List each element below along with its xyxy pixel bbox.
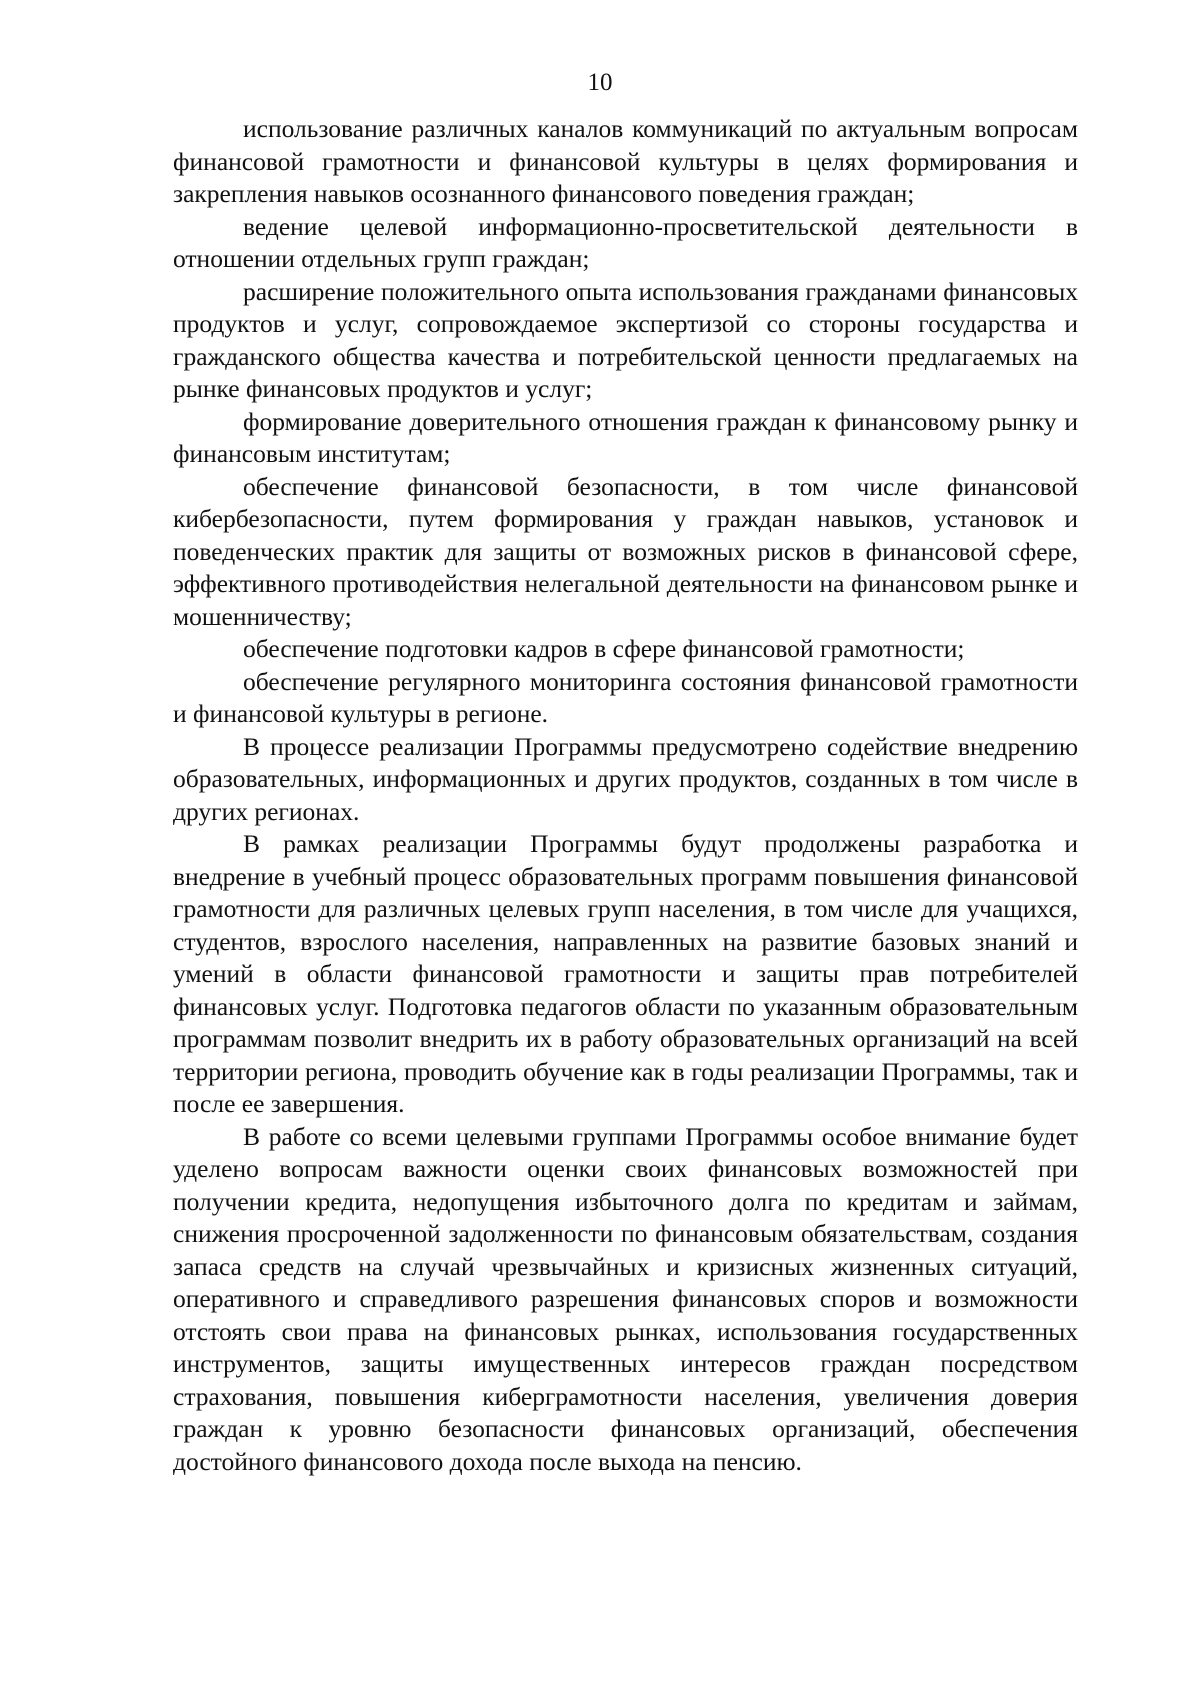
paragraph: обеспечение регулярного мониторинга состояния финансовой грамотности и финансовой культуры в регионе. (173, 666, 1078, 728)
paragraph: В процессе реализации Программы предусмотрено содействие внедрению образовательных, информационных и других продуктов, созданных в том числе в других регионах. (173, 731, 1078, 826)
page-number: 10 (587, 69, 613, 96)
paragraph: расширение положительного опыта использования гражданами финансовых продуктов и услуг, сопровождаемое экспертизой со стороны государства и гражданского общества качества и потребительской ценности предлагаемых на рынке финансовых продуктов и услуг; (173, 276, 1078, 403)
paragraph: обеспечение подготовки кадров в сфере финансовой грамотности; (243, 634, 965, 663)
paragraph: использование различных каналов коммуникаций по актуальным вопросам финансовой грамотности и финансовой культуры в целях формирования и закрепления навыков осознанного финансового поведения граждан; (173, 114, 1078, 208)
paragraph: формирование доверительного отношения граждан к финансовому рынку и финансовым институтам; (173, 406, 1078, 468)
paragraph: ведение целевой информационно-просветительской деятельности в отношении отдельных групп граждан; (173, 211, 1078, 273)
document-body (173, 113, 1078, 1478)
paragraph: В работе со всеми целевыми группами Программы особое внимание будет уделено вопросам важности оценки своих финансовых возможностей при получении кредита, недопущения избыточного долга по кредитам и займам, снижения просроченной задолженности по финансовым обязательствам, создания запаса средств на случай чрезвычайных и кризисных жизненных ситуаций, оперативного и справедливого разрешения финансовых споров и возможности отстоять свои права на финансовых рынках, использования государственных инструментов, защиты имущественных интересов граждан посредством страхования, повышения киберграмотности населения, увеличения доверия граждан к уровню безопасности финансовых организаций, обеспечения достойного финансового дохода после выхода на пенсию. (173, 1121, 1078, 1476)
paragraph: обеспечение финансовой безопасности, в том числе финансовой кибербезопасности, путем формирования у граждан навыков, установок и поведенческих практик для защиты от возможных рисков в финансовой сфере, эффективного противодействия нелегальной деятельности на финансовом рынке и мошенничеству; (173, 471, 1078, 631)
paragraph: В рамках реализации Программы будут продолжены разработка и внедрение в учебный процесс образовательных программ повышения финансовой грамотности для различных целевых групп населения, в том числе для учащихся, студентов, взрослого населения, направленных на развитие базовых знаний и умений в области финансовой грамотности и защиты прав потребителей финансовых услуг. Подготовка педагогов области по указанным образовательным программам позволит внедрить их в работу образовательных организаций на всей территории региона, проводить обучение как в годы реализации Программы, так и после ее завершения. (173, 829, 1078, 1118)
